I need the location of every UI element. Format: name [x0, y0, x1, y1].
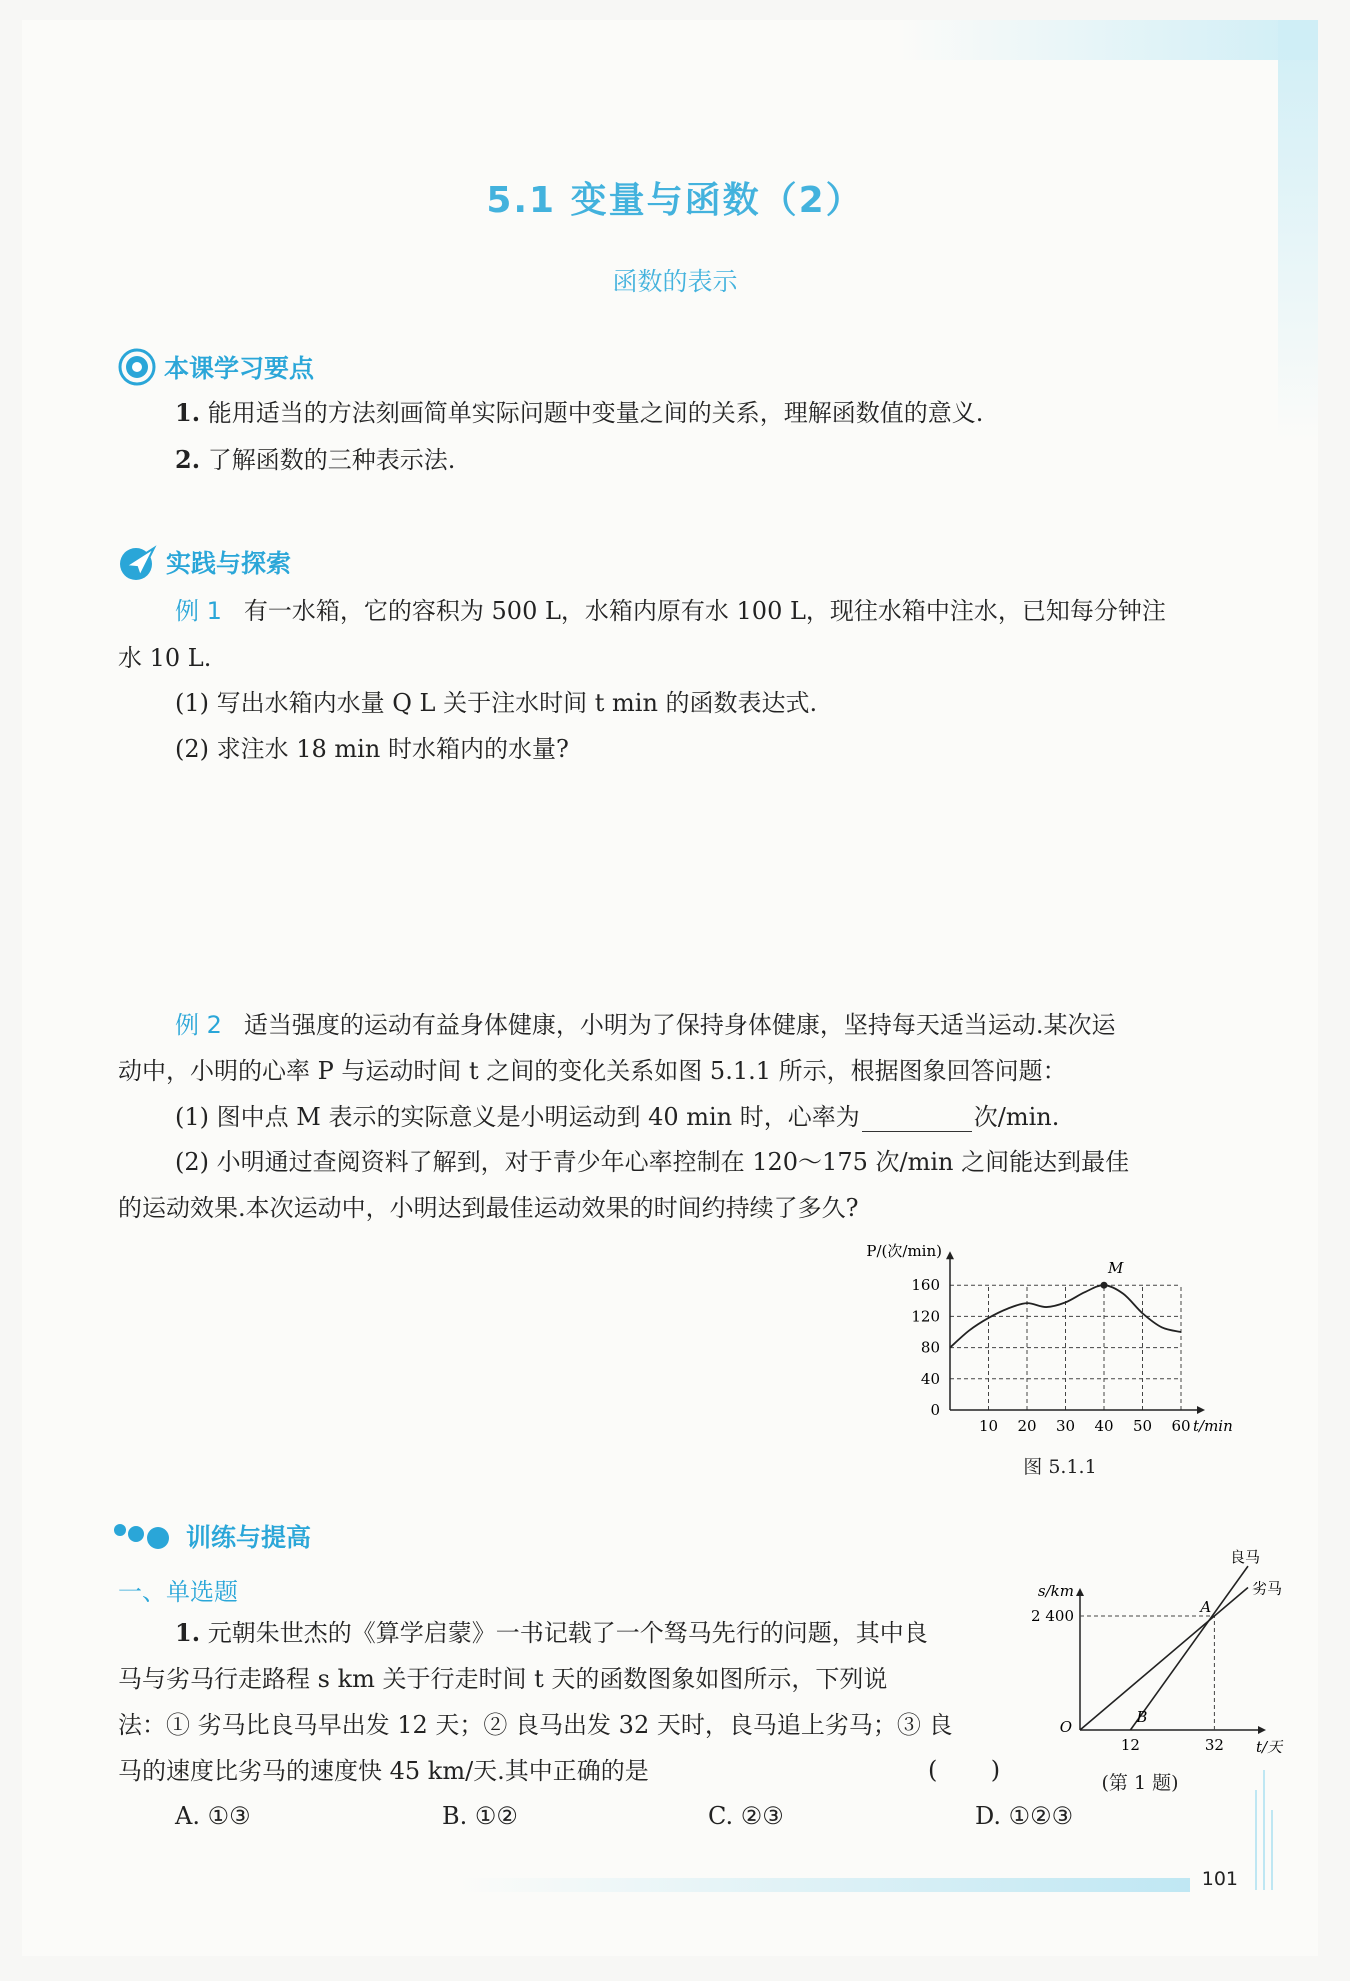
- y-tick-label-3: 120: [911, 1307, 940, 1326]
- dots-icon: [112, 1518, 178, 1554]
- example2-q1: [175, 1102, 1059, 1132]
- answer-blank[interactable]: [862, 1109, 972, 1132]
- example1-text1: 有一水箱，它的容积为 500 L，水箱内原有水 100 L，现往水箱中注水，已知每分钟注: [243, 597, 1166, 625]
- choice-a[interactable]: A. ①③: [175, 1802, 251, 1830]
- q1-text1: 元朝朱世杰的《算学启蒙》一书记载了一个驽马先行的问题，其中良: [207, 1619, 928, 1647]
- y-axis-label: s/km: [1037, 1582, 1074, 1600]
- series-label-1: 劣马: [1252, 1579, 1283, 1598]
- decorative-lines-icon: [1252, 1770, 1282, 1890]
- q1-line4: 马的速度比劣马的速度快 45 km/天.其中正确的是: [118, 1757, 649, 1785]
- y-axis-label: P/(次/min): [866, 1242, 942, 1260]
- section-training-title: 训练与提高: [186, 1523, 312, 1552]
- section-key-points: [118, 348, 314, 386]
- decorative-band-bottom: [460, 1878, 1190, 1892]
- example1-label: 例 1: [175, 597, 222, 625]
- example2-q2-line1: (2) 小明通过查阅资料了解到，对于青少年心率控制在 120～175 次/min 之间能达到最佳: [175, 1148, 1130, 1176]
- target-icon: [118, 348, 156, 386]
- example2-text1: 适当强度的运动有益身体健康，小明为了保持身体健康，坚持每天适当运动.某次运: [243, 1011, 1116, 1039]
- heart-rate-chart: [850, 1240, 1250, 1440]
- x-tick-label-0: 10: [978, 1417, 999, 1435]
- x-tick-label-4: 50: [1132, 1417, 1153, 1435]
- key-point-1: [175, 398, 983, 428]
- y-tick-label-1: 40: [920, 1369, 940, 1388]
- choice-d[interactable]: D. ①②③: [975, 1802, 1074, 1830]
- series-line-1: [1080, 1588, 1248, 1731]
- decorative-band-top: [900, 20, 1318, 60]
- y-tick-label-4: 160: [911, 1276, 940, 1295]
- y-tick-label-2: 80: [920, 1338, 940, 1357]
- y-axis-arrow: [1076, 1588, 1084, 1596]
- example1-q2: (2) 求注水 18 min 时水箱内的水量?: [175, 735, 569, 763]
- answer-paren[interactable]: ( ): [928, 1756, 1001, 1784]
- key-point-1-text: 能用适当的方法刻画简单实际问题中变量之间的关系，理解函数值的意义.: [207, 399, 984, 427]
- key-point-2-num: 2.: [175, 445, 201, 474]
- example2-q1-before: (1) 图中点 M 表示的实际意义是小明运动到 40 min 时，心率为: [175, 1103, 860, 1131]
- choice-b[interactable]: B. ①②: [442, 1802, 518, 1830]
- point-a-label: A: [1200, 1598, 1212, 1616]
- x-tick-label-3: 40: [1094, 1417, 1114, 1435]
- x-tick-label-2: 30: [1055, 1417, 1076, 1435]
- page-subtitle: 函数的表示: [612, 267, 738, 296]
- point-b-label: B: [1136, 1708, 1148, 1726]
- y-tick-label-0: 0: [930, 1401, 940, 1419]
- point-m-label: M: [1108, 1259, 1124, 1278]
- decorative-band-right: [1278, 20, 1318, 440]
- x-tick-label-1: 32: [1204, 1736, 1224, 1754]
- example2-q2-line2: 的运动效果.本次运动中，小明达到最佳运动效果的时间约持续了多久?: [118, 1194, 859, 1222]
- q1-line1: [175, 1618, 928, 1648]
- page-title: 5.1 变量与函数（2）: [486, 180, 864, 221]
- example2-q1-after: 次/min.: [973, 1103, 1060, 1131]
- key-point-2-text: 了解函数的三种表示法.: [207, 446, 456, 474]
- x-tick-label-5: 60: [1171, 1417, 1191, 1435]
- key-point-1-num: 1.: [175, 398, 201, 427]
- q1-num: 1.: [175, 1618, 201, 1647]
- x-tick-label-1: 20: [1017, 1417, 1037, 1435]
- origin-label: O: [1059, 1718, 1072, 1736]
- series-label-0: 良马: [1230, 1548, 1261, 1567]
- section-practice: [118, 542, 291, 582]
- x-axis-arrow: [1197, 1406, 1205, 1414]
- single-choice-heading: 一、单选题: [118, 1578, 238, 1606]
- section-practice-title: 实践与探索: [166, 549, 292, 578]
- example2-label: 例 2: [175, 1011, 222, 1039]
- paper-plane-icon: [118, 542, 158, 582]
- q1-line3: 法：① 劣马比良马早出发 12 天；② 良马出发 32 天时，良马追上劣马；③ 良: [118, 1711, 953, 1739]
- section-key-points-title: 本课学习要点: [164, 354, 315, 383]
- example2-line1: [175, 1010, 1116, 1040]
- example1-q1: (1) 写出水箱内水量 Q L 关于注水时间 t min 的函数表达式.: [175, 689, 818, 717]
- example1-line1: [175, 596, 1166, 626]
- example2-line2: 动中，小明的心率 P 与运动时间 t 之间的变化关系如图 5.1.1 所示，根据图象回答问题：: [118, 1057, 1067, 1085]
- series-line-0: [1130, 1566, 1248, 1730]
- x-tick-label-0: 12: [1120, 1736, 1140, 1754]
- figure-caption: 图 5.1.1: [1023, 1456, 1097, 1478]
- x-axis-label: t/天: [1256, 1738, 1283, 1756]
- point-m: [1101, 1282, 1108, 1289]
- horse-distance-chart: [1030, 1548, 1283, 1760]
- q1-line2: 马与劣马行走路程 s km 关于行走时间 t 天的函数图象如图所示，下列说: [118, 1665, 888, 1693]
- key-point-2: [175, 445, 455, 475]
- section-training: [112, 1518, 311, 1554]
- y-axis-arrow: [946, 1251, 954, 1259]
- x-axis-label: t/min: [1193, 1417, 1233, 1435]
- page-number: 101: [1201, 1868, 1238, 1890]
- choice-c[interactable]: C. ②③: [708, 1802, 784, 1830]
- example1-line2: 水 10 L.: [118, 644, 212, 672]
- q1-figure-caption: (第 1 题): [1101, 1772, 1179, 1794]
- y-tick-label-0: 2 400: [1031, 1607, 1074, 1625]
